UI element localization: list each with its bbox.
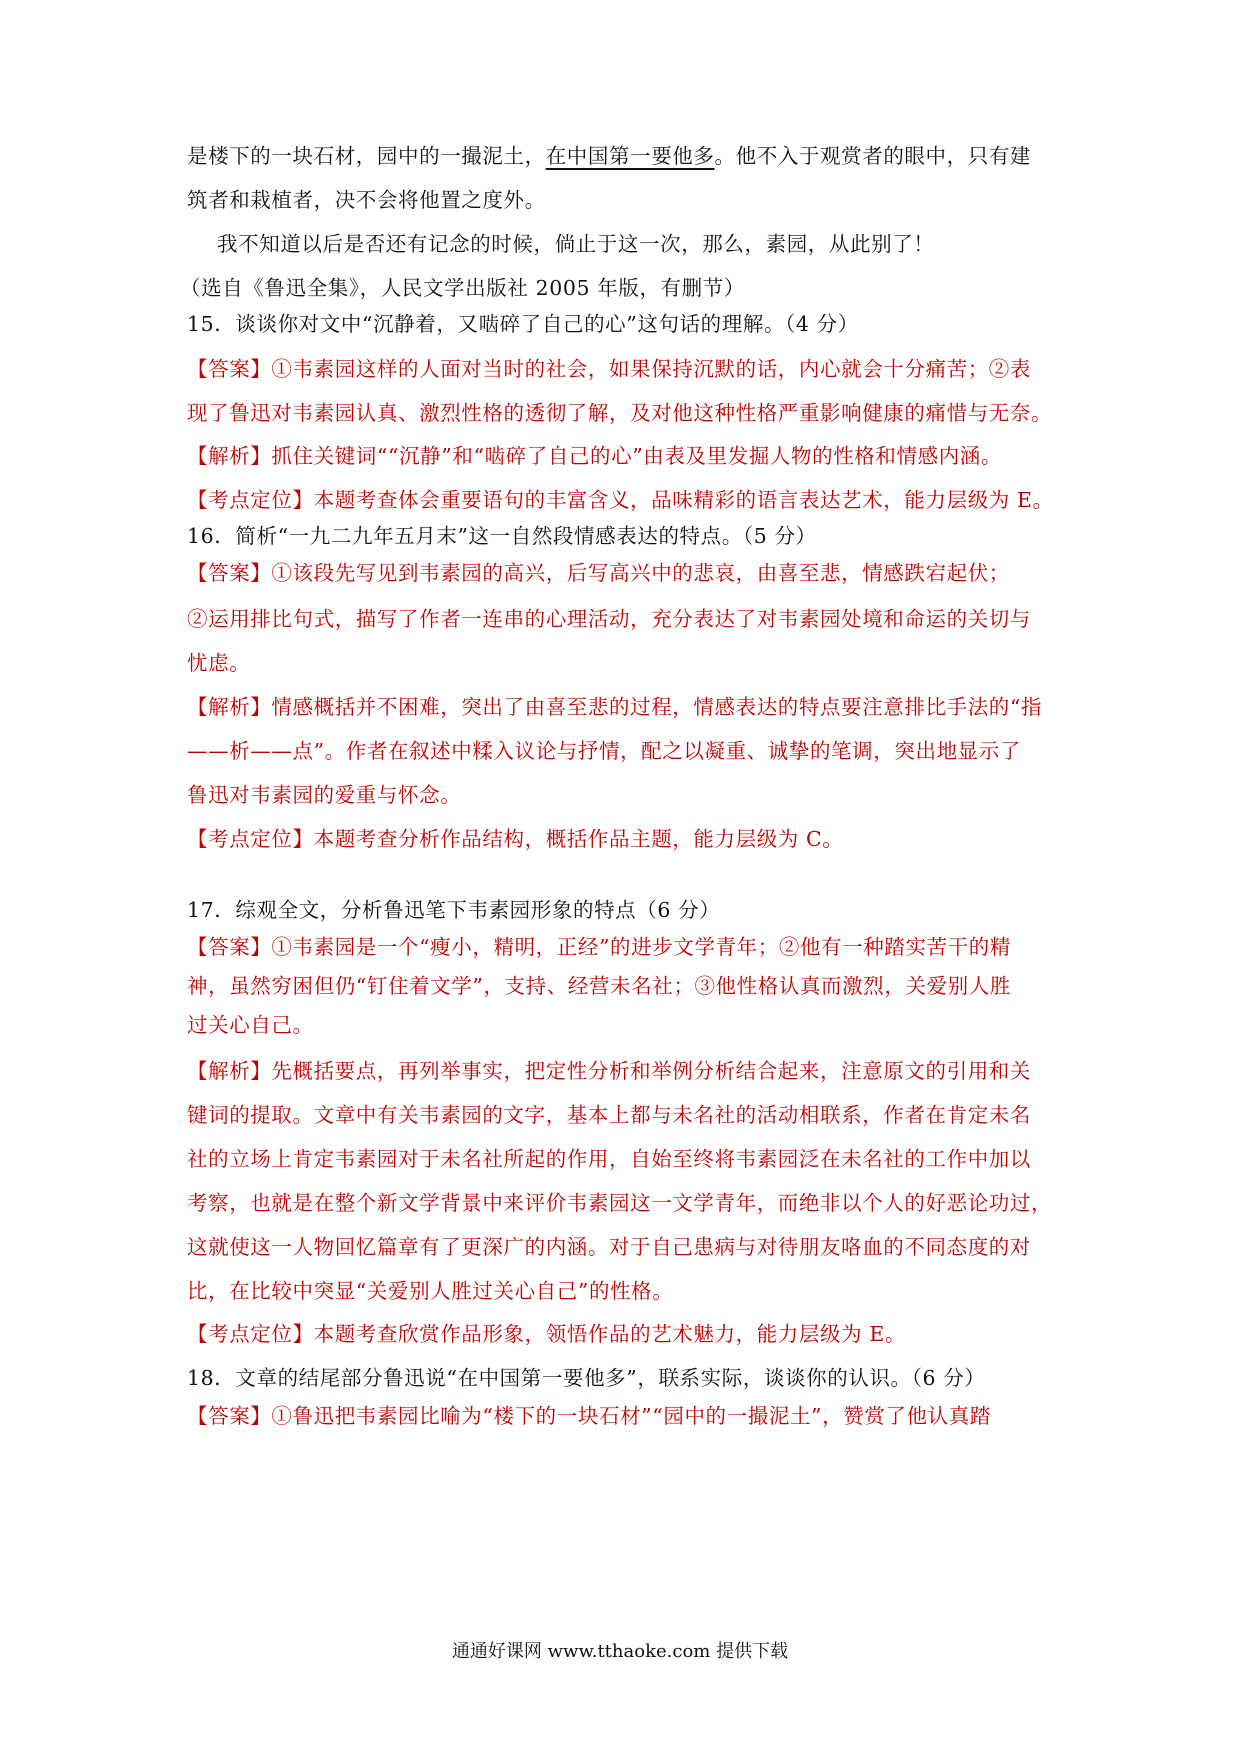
analysis-17-line: 比，在比较中突显“关爱别人胜过关心自己”的性格。 [187,1279,674,1303]
question-15: 15．谈谈你对文中“沉静着，又啮碎了自己的心”这句话的理解。（4 分） [187,312,859,336]
analysis-17-line: 【解析】先概括要点，再列举事实，把定性分析和举例分析结合起来，注意原文的引用和关 [187,1059,1031,1083]
passage-line [187,142,1057,170]
answer-16-line: ②运用排比句式，描写了作者一连串的心理活动，充分表达了对韦素园处境和命运的关切与 [187,607,1031,631]
answer-17-line: 过关心自己。 [187,1013,314,1037]
passage-source: （选自《鲁迅全集》，人民文学出版社 2005 年版，有删节） [180,276,745,300]
passage-text: 。他不入于观赏者的眼中，只有建 [714,144,1032,168]
analysis-17-line: 考察，也就是在整个新文学背景中来评价韦素园这一文学青年，而绝非以个人的好恶论功过， [187,1191,1053,1215]
passage-line: 筑者和栽植者，决不会将他置之度外。 [187,188,546,212]
answer-16-line: 【答案】①该段先写见到韦素园的高兴，后写高兴中的悲哀，由喜至悲，情感跌宕起伏； [187,561,1010,585]
kaodian-17: 【考点定位】本题考查欣赏作品形象，领悟作品的艺术魅力，能力层级为 E。 [187,1322,906,1346]
analysis-17-line: 社的立场上肯定韦素园对于未名社所起的作用，自始至终将韦素园泛在未名社的工作中加以 [187,1147,1031,1171]
answer-15-line: 现了鲁迅对韦素园认真、激烈性格的透彻了解，及对他这种性格严重影响健康的痛惜与无奈。 [187,401,1053,425]
passage-text: 是楼下的一块石材，园中的一撮泥土， [187,144,546,168]
analysis-17-line: 键词的提取。文章中有关韦素园的文字，基本上都与未名社的活动相联系，作者在肯定未名 [187,1103,1031,1127]
question-18: 18．文章的结尾部分鲁迅说“在中国第一要他多”，联系实际，谈谈你的认识。（6 分） [187,1366,986,1390]
page-footer: 通通好课网 www.tthaoke.com 提供下载 [451,1641,789,1662]
kaodian-15: 【考点定位】本题考查体会重要语句的丰富含义，品味精彩的语言表达艺术，能力层级为 E。 [187,488,1054,512]
analysis-16-line: 【解析】情感概括并不困难，突出了由喜至悲的过程，情感表达的特点要注意排比手法的“指 [187,695,1043,719]
underlined-phrase: 在中国第一要他多 [545,144,715,168]
kaodian-16: 【考点定位】本题考查分析作品结构，概括作品主题，能力层级为 C。 [187,827,844,851]
question-16: 16．简析“一九二九年五月末”这一自然段情感表达的特点。（5 分） [187,524,817,548]
answer-16-line: 忧虑。 [187,651,251,675]
passage-line: 我不知道以后是否还有记念的时候，倘止于这一次，那么，素园，从此别了！ [217,232,935,256]
answer-17-line: 【答案】①韦素园是一个“瘦小，精明，正经”的进步文学青年；②他有一种踏实苦干的精 [187,935,1011,959]
answer-18-line: 【答案】①鲁迅把韦素园比喻为“楼下的一块石材”“园中的一撮泥土”，赞赏了他认真踏 [187,1404,991,1428]
question-17: 17．综观全文，分析鲁迅笔下韦素园形象的特点（6 分） [187,898,721,922]
answer-15-line: 【答案】①韦素园这样的人面对当时的社会，如果保持沉默的话，内心就会十分痛苦；②表 [187,357,1031,381]
analysis-16-line: 鲁迅对韦素园的爱重与怀念。 [187,783,462,807]
analysis-16-line: ——析——点”。作者在叙述中糅入议论与抒情，配之以凝重、诚挚的笔调，突出地显示了 [187,739,1021,763]
analysis-17-line: 这就使这一人物回忆篇章有了更深广的内涵。对于自己患病与对待朋友咯血的不同态度的对 [187,1235,1031,1259]
answer-17-line: 神，虽然穷困但仍“钉住着文学”，支持、经营未名社；③他性格认真而激烈，关爱别人胜 [187,974,1011,998]
analysis-15-line: 【解析】抓住关键词““沉静”和“啮碎了自己的心”由表及里发掘人物的性格和情感内涵。 [187,444,1002,468]
